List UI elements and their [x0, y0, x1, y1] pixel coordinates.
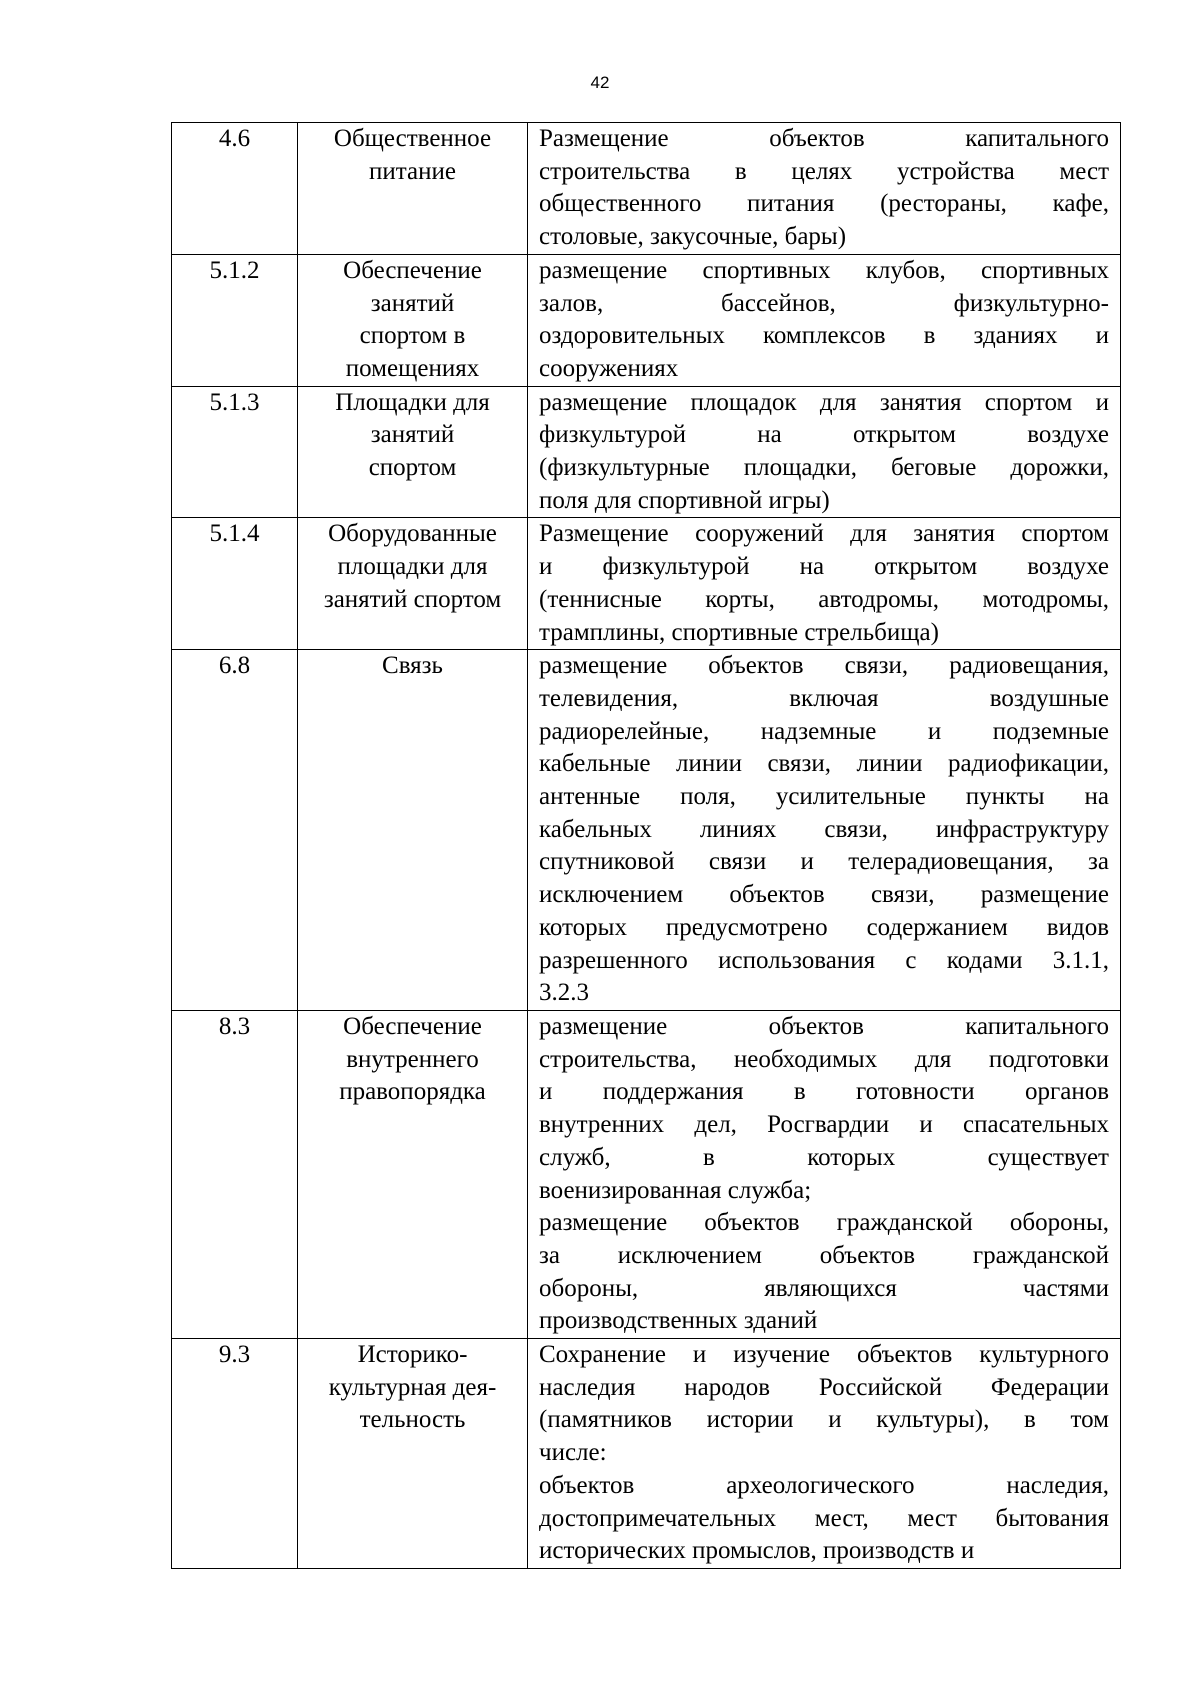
table-row: [172, 386, 1121, 518]
name-cell: [298, 254, 528, 386]
code-cell: 5.1.4: [172, 518, 298, 650]
description-line: которых предусмотрено содержанием видов: [539, 913, 1109, 941]
description-line: числе:: [539, 1439, 607, 1467]
name-line: спортом в: [359, 322, 466, 350]
name-line: спортом: [368, 454, 457, 482]
name-cell: [298, 1339, 528, 1569]
description-line: размещение объектов связи, радиовещания,: [539, 652, 1109, 680]
description-line: антенные поля, усилительные пункты на: [539, 783, 1109, 811]
name-line: занятий: [370, 289, 455, 317]
description-line: размещение объектов гражданской обороны,: [539, 1209, 1109, 1237]
code-cell: 4.6: [172, 123, 298, 255]
description-line: разрешенного использования с кодами 3.1.1,: [539, 946, 1109, 974]
name-line: Связь: [382, 652, 443, 680]
description-line: строительства, необходимых для подготовки: [539, 1045, 1109, 1073]
table-row: [172, 123, 1121, 255]
name-cell: [298, 123, 528, 255]
name-line: Площадки для: [335, 388, 490, 416]
name-line: питание: [369, 157, 456, 185]
description-cell: [528, 1010, 1121, 1338]
description-line: Размещение сооружений для занятия спортом: [539, 520, 1109, 548]
description-line: исключением объектов связи, размещение: [539, 881, 1109, 909]
name-line: культурная дея-: [328, 1373, 497, 1401]
name-line: Обеспечение: [343, 1012, 482, 1040]
description-line: производственных зданий: [539, 1307, 818, 1335]
description-line: телевидения, включая воздушные: [539, 684, 1109, 712]
name-line: Историко-: [357, 1341, 468, 1369]
description-line: служб, в которых существует: [539, 1143, 1109, 1171]
description-line: сооружениях: [539, 354, 679, 382]
description-line: радиорелейные, надземные и подземные: [539, 717, 1109, 745]
name-line: тельность: [359, 1406, 466, 1434]
description-line: (физкультурные площадки, беговые дорожки,: [539, 454, 1109, 482]
table-row: [172, 254, 1121, 386]
code-cell: 8.3: [172, 1010, 298, 1338]
description-line: размещение спортивных клубов, спортивных: [539, 256, 1109, 284]
name-cell: [298, 518, 528, 650]
description-line: трамплины, спортивные стрельбища): [539, 618, 939, 646]
table-row: [172, 1339, 1121, 1569]
description-line: физкультурой на открытом воздухе: [539, 421, 1109, 449]
description-line: (теннисные корты, автодромы, мотодромы,: [539, 585, 1109, 613]
description-line: исторических промыслов, производств и: [539, 1537, 975, 1565]
description-line: внутренних дел, Росгвардии и спасательных: [539, 1111, 1109, 1139]
code-cell: 6.8: [172, 650, 298, 1011]
description-line: строительства в целях устройства мест: [539, 157, 1109, 185]
description-line: достопримечательных мест, мест бытования: [539, 1504, 1109, 1532]
table-row: [172, 650, 1121, 1011]
description-line: 3.2.3: [539, 979, 589, 1007]
description-line: размещение площадок для занятия спортом и: [539, 388, 1109, 416]
description-cell: [528, 123, 1121, 255]
page-number: 42: [590, 73, 610, 92]
description-line: наследия народов Российской Федерации: [539, 1373, 1109, 1401]
name-line: внутреннего: [346, 1045, 479, 1073]
description-line: спутниковой связи и телерадиовещания, за: [539, 848, 1109, 876]
description-line: за исключением объектов гражданской: [539, 1241, 1109, 1269]
description-line: кабельных линиях связи, инфраструктуру: [539, 815, 1109, 843]
description-line: и физкультурой на открытом воздухе: [539, 553, 1109, 581]
name-line: Оборудованные: [328, 520, 497, 548]
description-line: кабельные линии связи, линии радиофикации,: [539, 750, 1109, 778]
code-cell: 5.1.2: [172, 254, 298, 386]
table-row: [172, 518, 1121, 650]
name-cell: [298, 386, 528, 518]
description-line: и поддержания в готовности органов: [539, 1078, 1109, 1106]
description-line: размещение объектов капитального: [539, 1012, 1109, 1040]
description-cell: [528, 1339, 1121, 1569]
name-line: помещениях: [345, 354, 480, 382]
description-line: Размещение объектов капитального: [539, 125, 1109, 152]
description-line: общественного питания (рестораны, кафе,: [539, 190, 1109, 218]
land-use-table: [171, 122, 1121, 1569]
description-line: обороны, являющихся частями: [539, 1274, 1109, 1302]
description-line: оздоровительных комплексов в зданиях и: [539, 322, 1109, 350]
table-row: [172, 1010, 1121, 1338]
description-line: Сохранение и изучение объектов культурного: [539, 1341, 1109, 1369]
description-cell: [528, 254, 1121, 386]
description-line: столовые, закусочные, бары): [539, 223, 847, 251]
description-line: (памятников истории и культуры), в том: [539, 1406, 1109, 1434]
name-line: Обеспечение: [343, 256, 482, 284]
description-line: объектов археологического наследия,: [539, 1471, 1109, 1499]
description-cell: [528, 650, 1121, 1011]
name-line: занятий: [370, 421, 455, 449]
name-line: площадки для: [337, 553, 488, 581]
name-cell: [298, 650, 528, 1011]
code-cell: 9.3: [172, 1339, 298, 1569]
description-line: военизированная служба;: [539, 1176, 812, 1204]
description-line: поля для спортивной игры): [539, 486, 830, 514]
name-cell: [298, 1010, 528, 1338]
description-cell: [528, 386, 1121, 518]
table-body: [172, 123, 1121, 1569]
description-cell: [528, 518, 1121, 650]
name-line: занятий спортом: [323, 585, 502, 613]
name-line: Общественное: [333, 125, 492, 152]
name-line: правопорядка: [339, 1078, 486, 1106]
description-line: залов, бассейнов, физкультурно-: [539, 289, 1109, 317]
code-cell: 5.1.3: [172, 386, 298, 518]
